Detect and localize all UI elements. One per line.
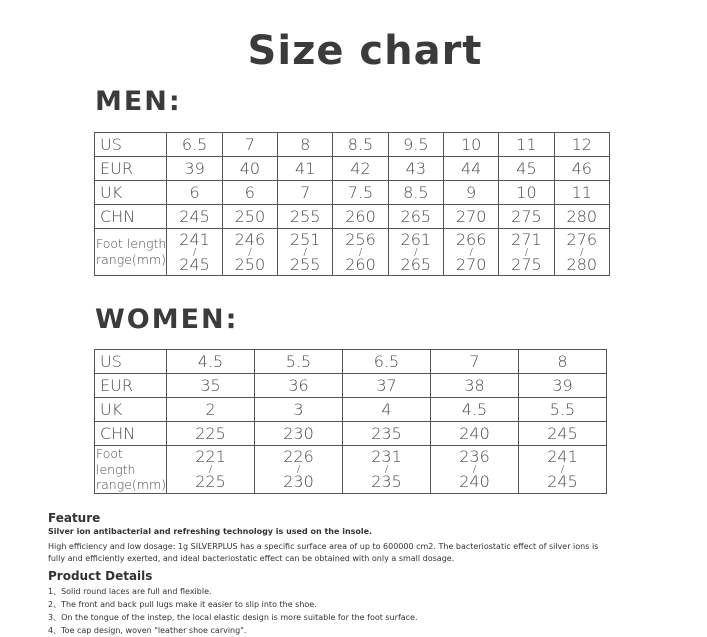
table-row bbox=[95, 229, 610, 276]
size-cell: 2 bbox=[167, 398, 255, 422]
size-cell: 7 bbox=[431, 350, 519, 374]
foot-range-max: 245 bbox=[179, 254, 210, 274]
page-title: Size chart bbox=[247, 28, 483, 74]
foot-range-max: 245 bbox=[547, 471, 578, 491]
feature-highlight: Silver ion antibacterial and refreshing technology is used on the insole. bbox=[48, 527, 373, 536]
table-row bbox=[95, 205, 610, 229]
range-separator: / bbox=[384, 463, 389, 475]
foot-range-cell bbox=[167, 446, 255, 494]
foot-range-min: 241 bbox=[547, 446, 578, 466]
foot-range-cell bbox=[255, 446, 343, 494]
size-cell: 265 bbox=[388, 205, 443, 229]
foot-range-max: 265 bbox=[400, 254, 432, 274]
size-cell: 270 bbox=[443, 205, 498, 229]
size-cell: 42 bbox=[333, 157, 388, 181]
foot-range-min: 256 bbox=[345, 229, 376, 249]
foot-length-label bbox=[95, 229, 167, 276]
size-cell: 43 bbox=[388, 157, 443, 181]
size-cell: 6.5 bbox=[167, 133, 222, 157]
foot-range-min: 236 bbox=[459, 446, 490, 466]
foot-length-label-line-2: range(mm) bbox=[96, 252, 167, 267]
size-cell: 225 bbox=[167, 422, 255, 446]
feature-paragraph-line-2: fully and efficiently exerted, and ideal bacteriostatic effect can be obtained with only a small dosage. bbox=[48, 554, 455, 563]
women-heading: WOMEN: bbox=[95, 304, 239, 335]
size-cell: 8.5 bbox=[388, 181, 443, 205]
foot-range-min: 266 bbox=[455, 229, 487, 249]
foot-length-label bbox=[95, 446, 167, 494]
men-size-table bbox=[94, 132, 610, 276]
foot-range-cell bbox=[443, 229, 498, 276]
size-cell: 6 bbox=[222, 181, 277, 205]
foot-range-max: 280 bbox=[566, 254, 598, 274]
size-cell: 280 bbox=[554, 205, 609, 229]
row-label: UK bbox=[95, 181, 167, 205]
size-cell: 4 bbox=[343, 398, 431, 422]
size-cell: 38 bbox=[431, 374, 519, 398]
foot-range-min: 231 bbox=[371, 446, 402, 466]
feature-paragraph-line-1: High efficiency and low dosage: 1g SILVERPLUS has a specific surface area of up to 600000 cm2. The bacteriostatic effect of silver ions is bbox=[48, 542, 599, 551]
table-row bbox=[95, 133, 610, 157]
range-separator: / bbox=[192, 246, 197, 258]
size-cell: 45 bbox=[499, 157, 554, 181]
row-label: CHN bbox=[95, 422, 167, 446]
size-cell: 260 bbox=[333, 205, 388, 229]
size-cell: 12 bbox=[554, 133, 609, 157]
product-details-list bbox=[48, 585, 668, 637]
foot-length-label-line-2: range(mm) bbox=[96, 477, 167, 493]
size-cell: 9.5 bbox=[388, 133, 443, 157]
list-item: 4、Toe cap design, woven "leather shoe carving". bbox=[48, 626, 247, 635]
size-cell: 39 bbox=[167, 157, 222, 181]
size-cell: 7 bbox=[222, 133, 277, 157]
foot-length-label-line-1: Foot length bbox=[96, 236, 167, 252]
size-cell: 235 bbox=[343, 422, 431, 446]
range-separator: / bbox=[303, 246, 307, 258]
range-separator: / bbox=[414, 246, 418, 258]
size-cell: 5.5 bbox=[255, 350, 343, 374]
table-row bbox=[95, 398, 607, 422]
foot-range-max: 275 bbox=[511, 254, 542, 274]
list-item: 2、The front and back pull lugs make it easier to slip into the shoe. bbox=[48, 600, 317, 609]
women-size-table bbox=[94, 349, 607, 494]
foot-range-cell bbox=[554, 229, 609, 276]
row-label: EUR bbox=[95, 157, 167, 181]
men-heading: MEN: bbox=[95, 86, 182, 117]
row-label: UK bbox=[95, 398, 167, 422]
foot-range-cell bbox=[388, 229, 443, 276]
foot-range-max: 235 bbox=[371, 471, 402, 491]
range-separator: / bbox=[296, 463, 301, 475]
range-separator: / bbox=[358, 246, 363, 258]
size-cell: 8 bbox=[278, 133, 333, 157]
size-cell: 40 bbox=[222, 157, 277, 181]
range-separator: / bbox=[248, 246, 252, 258]
row-label: EUR bbox=[95, 374, 167, 398]
range-separator: / bbox=[472, 463, 477, 475]
foot-range-min: 251 bbox=[289, 229, 321, 249]
size-cell: 7.5 bbox=[333, 181, 388, 205]
row-label: CHN bbox=[95, 205, 167, 229]
foot-range-max: 225 bbox=[195, 471, 226, 491]
table-row bbox=[95, 350, 607, 374]
foot-range-max: 260 bbox=[345, 254, 376, 274]
size-cell: 10 bbox=[499, 181, 554, 205]
size-cell: 44 bbox=[443, 157, 498, 181]
size-cell: 6 bbox=[167, 181, 222, 205]
size-cell: 245 bbox=[167, 205, 222, 229]
foot-range-cell bbox=[278, 229, 333, 276]
size-cell: 3 bbox=[255, 398, 343, 422]
table-row bbox=[95, 374, 607, 398]
size-cell: 39 bbox=[519, 374, 607, 398]
size-cell: 7 bbox=[278, 181, 333, 205]
foot-range-cell bbox=[343, 446, 431, 494]
foot-range-min: 261 bbox=[400, 229, 432, 249]
foot-range-max: 240 bbox=[459, 471, 490, 491]
product-description bbox=[48, 511, 668, 637]
size-cell: 35 bbox=[167, 374, 255, 398]
foot-range-cell bbox=[499, 229, 554, 276]
foot-range-cell bbox=[431, 446, 519, 494]
table-row bbox=[95, 157, 610, 181]
foot-range-max: 270 bbox=[455, 254, 487, 274]
size-cell: 275 bbox=[499, 205, 554, 229]
foot-range-min: 221 bbox=[195, 446, 226, 466]
size-cell: 46 bbox=[554, 157, 609, 181]
size-cell: 240 bbox=[431, 422, 519, 446]
size-cell: 4.5 bbox=[167, 350, 255, 374]
foot-range-min: 246 bbox=[234, 229, 266, 249]
size-cell: 250 bbox=[222, 205, 277, 229]
range-separator: / bbox=[469, 246, 473, 258]
list-item: 3、On the tongue of the instep, the local elastic design is more suitable for the foot surface. bbox=[48, 613, 418, 622]
size-cell: 6.5 bbox=[343, 350, 431, 374]
foot-range-cell bbox=[167, 229, 222, 276]
foot-range-max: 255 bbox=[289, 254, 321, 274]
size-cell: 255 bbox=[278, 205, 333, 229]
table-row bbox=[95, 446, 607, 494]
size-cell: 11 bbox=[554, 181, 609, 205]
size-cell: 37 bbox=[343, 374, 431, 398]
size-cell: 8.5 bbox=[333, 133, 388, 157]
range-separator: / bbox=[208, 463, 213, 475]
foot-range-cell bbox=[333, 229, 388, 276]
foot-range-min: 241 bbox=[179, 229, 210, 249]
size-cell: 10 bbox=[443, 133, 498, 157]
row-label: US bbox=[95, 350, 167, 374]
foot-range-min: 271 bbox=[511, 229, 542, 249]
size-cell: 11 bbox=[499, 133, 554, 157]
range-separator: / bbox=[524, 246, 529, 258]
size-cell: 230 bbox=[255, 422, 343, 446]
foot-range-min: 276 bbox=[566, 229, 598, 249]
size-cell: 9 bbox=[443, 181, 498, 205]
product-details-heading: Product Details bbox=[48, 569, 153, 583]
table-row bbox=[95, 181, 610, 205]
foot-range-max: 230 bbox=[283, 471, 314, 491]
row-label: US bbox=[95, 133, 167, 157]
foot-range-cell bbox=[222, 229, 277, 276]
list-item: 1、Solid round laces are full and flexible. bbox=[48, 587, 212, 596]
size-cell: 8 bbox=[519, 350, 607, 374]
table-row bbox=[95, 422, 607, 446]
size-cell: 5.5 bbox=[519, 398, 607, 422]
size-cell: 41 bbox=[278, 157, 333, 181]
size-cell: 36 bbox=[255, 374, 343, 398]
range-separator: / bbox=[580, 246, 584, 258]
size-cell: 4.5 bbox=[431, 398, 519, 422]
feature-heading: Feature bbox=[48, 511, 101, 525]
foot-length-label-line-1: Foot length bbox=[96, 446, 136, 477]
foot-range-cell bbox=[519, 446, 607, 494]
size-cell: 245 bbox=[519, 422, 607, 446]
foot-range-max: 250 bbox=[234, 254, 266, 274]
range-separator: / bbox=[560, 463, 565, 475]
foot-range-min: 226 bbox=[283, 446, 314, 466]
